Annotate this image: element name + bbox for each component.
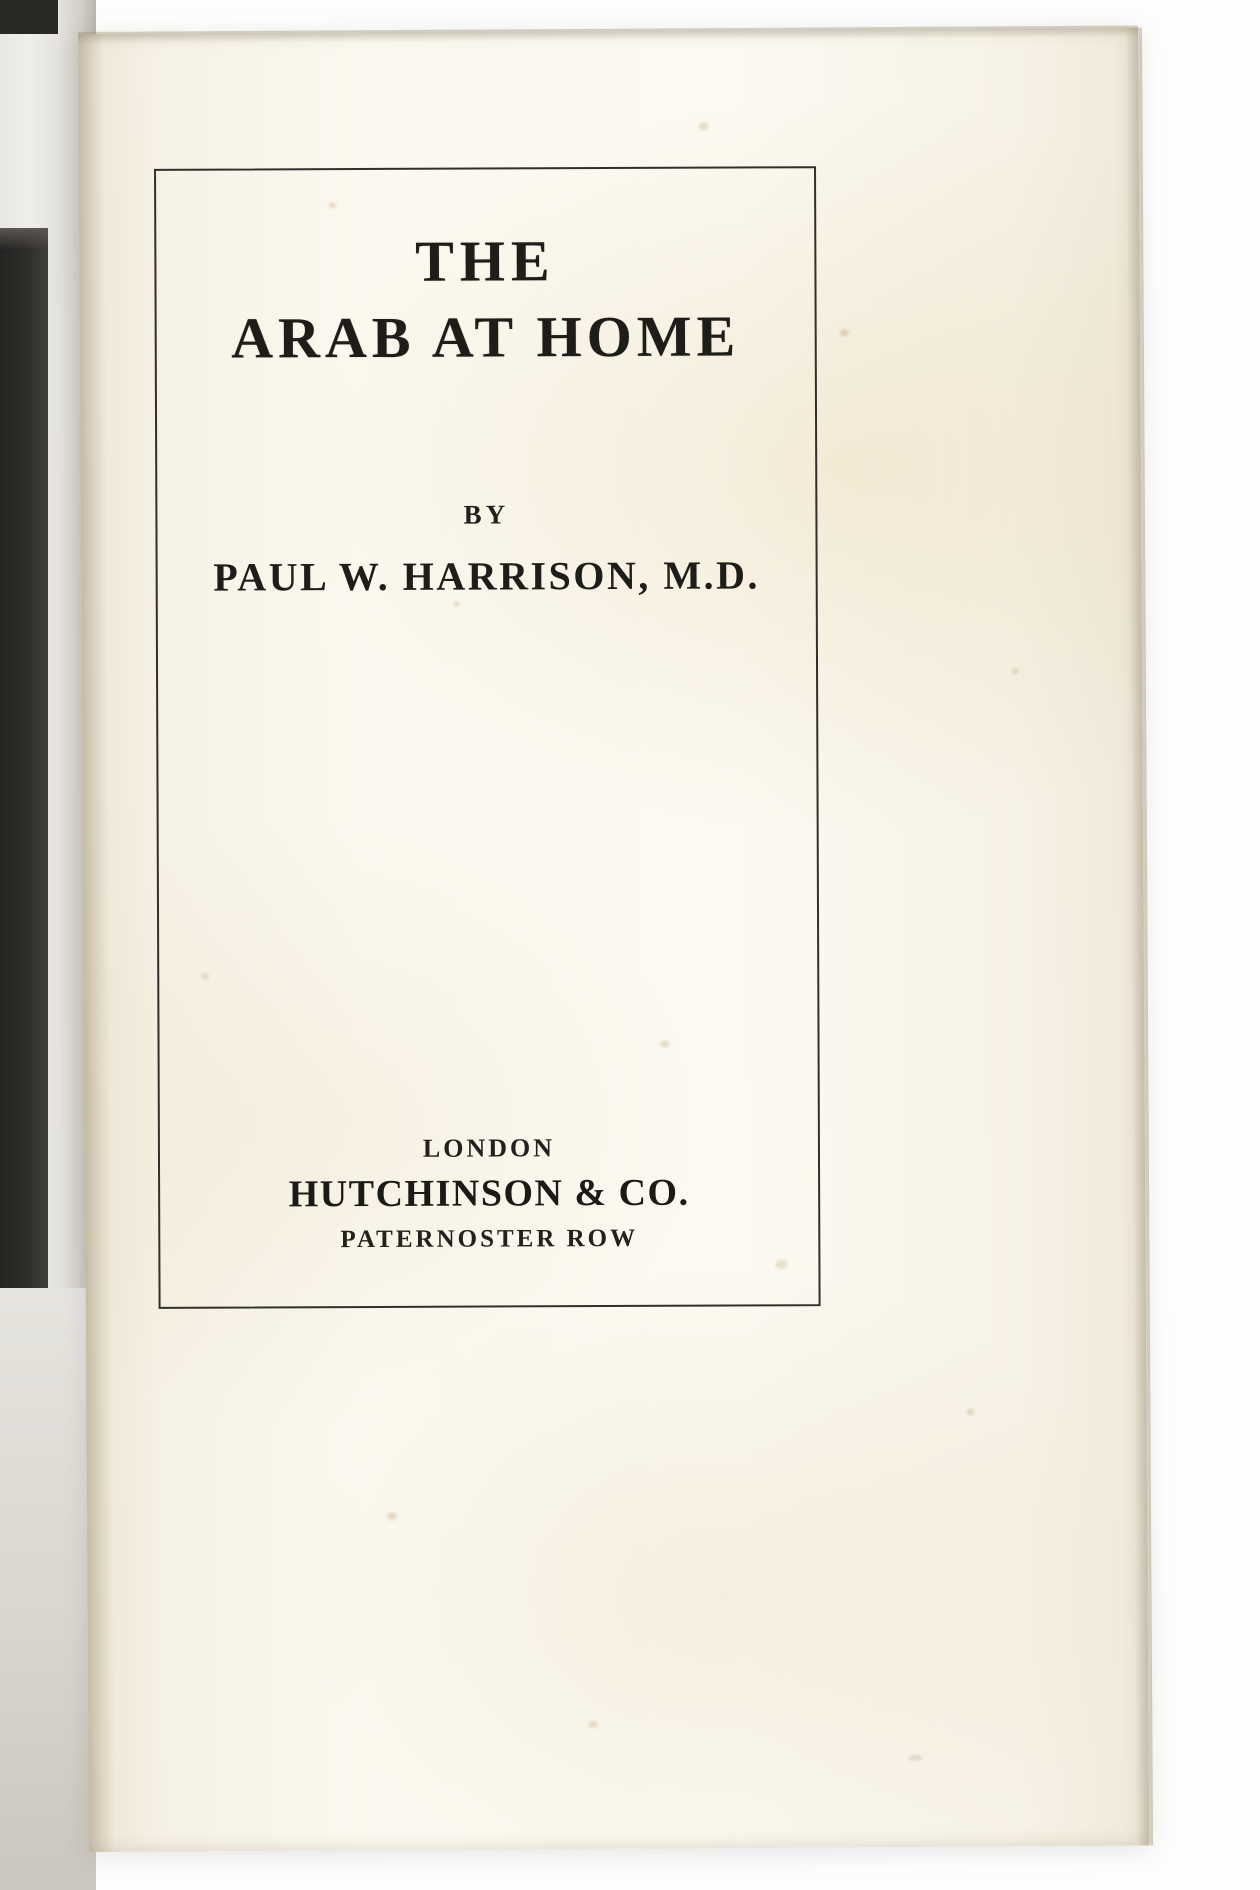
title-page bbox=[78, 28, 1149, 1852]
imprint-street: PATERNOSTER ROW bbox=[340, 1224, 639, 1254]
author-name: PAUL W. HARRISON, M.D. bbox=[213, 552, 761, 600]
byline bbox=[157, 498, 815, 601]
paper-spot bbox=[909, 1755, 923, 1761]
byline-word: BY bbox=[463, 499, 510, 530]
facing-page-top-shadow bbox=[0, 0, 58, 34]
paper-spot bbox=[966, 1409, 974, 1416]
facing-page-lower-edge bbox=[0, 1288, 96, 1890]
book-title-line-1: THE bbox=[415, 228, 556, 294]
paper-spot bbox=[588, 1721, 597, 1728]
book-title bbox=[156, 226, 815, 374]
publisher-imprint bbox=[160, 1132, 818, 1255]
paper-spot bbox=[1012, 668, 1019, 674]
title-rule-box bbox=[154, 166, 821, 1309]
imprint-city: LONDON bbox=[422, 1133, 556, 1163]
page-right-edge bbox=[1126, 28, 1153, 1846]
page-top-edge bbox=[78, 26, 1138, 44]
imprint-publisher: HUTCHINSON & CO. bbox=[288, 1171, 690, 1216]
book-title-line-2: ARAB AT HOME bbox=[231, 303, 741, 371]
paper-spot bbox=[387, 1512, 397, 1520]
paper-spot bbox=[840, 329, 849, 336]
frontispiece-plate bbox=[0, 228, 48, 1288]
paper-spot bbox=[699, 122, 709, 130]
